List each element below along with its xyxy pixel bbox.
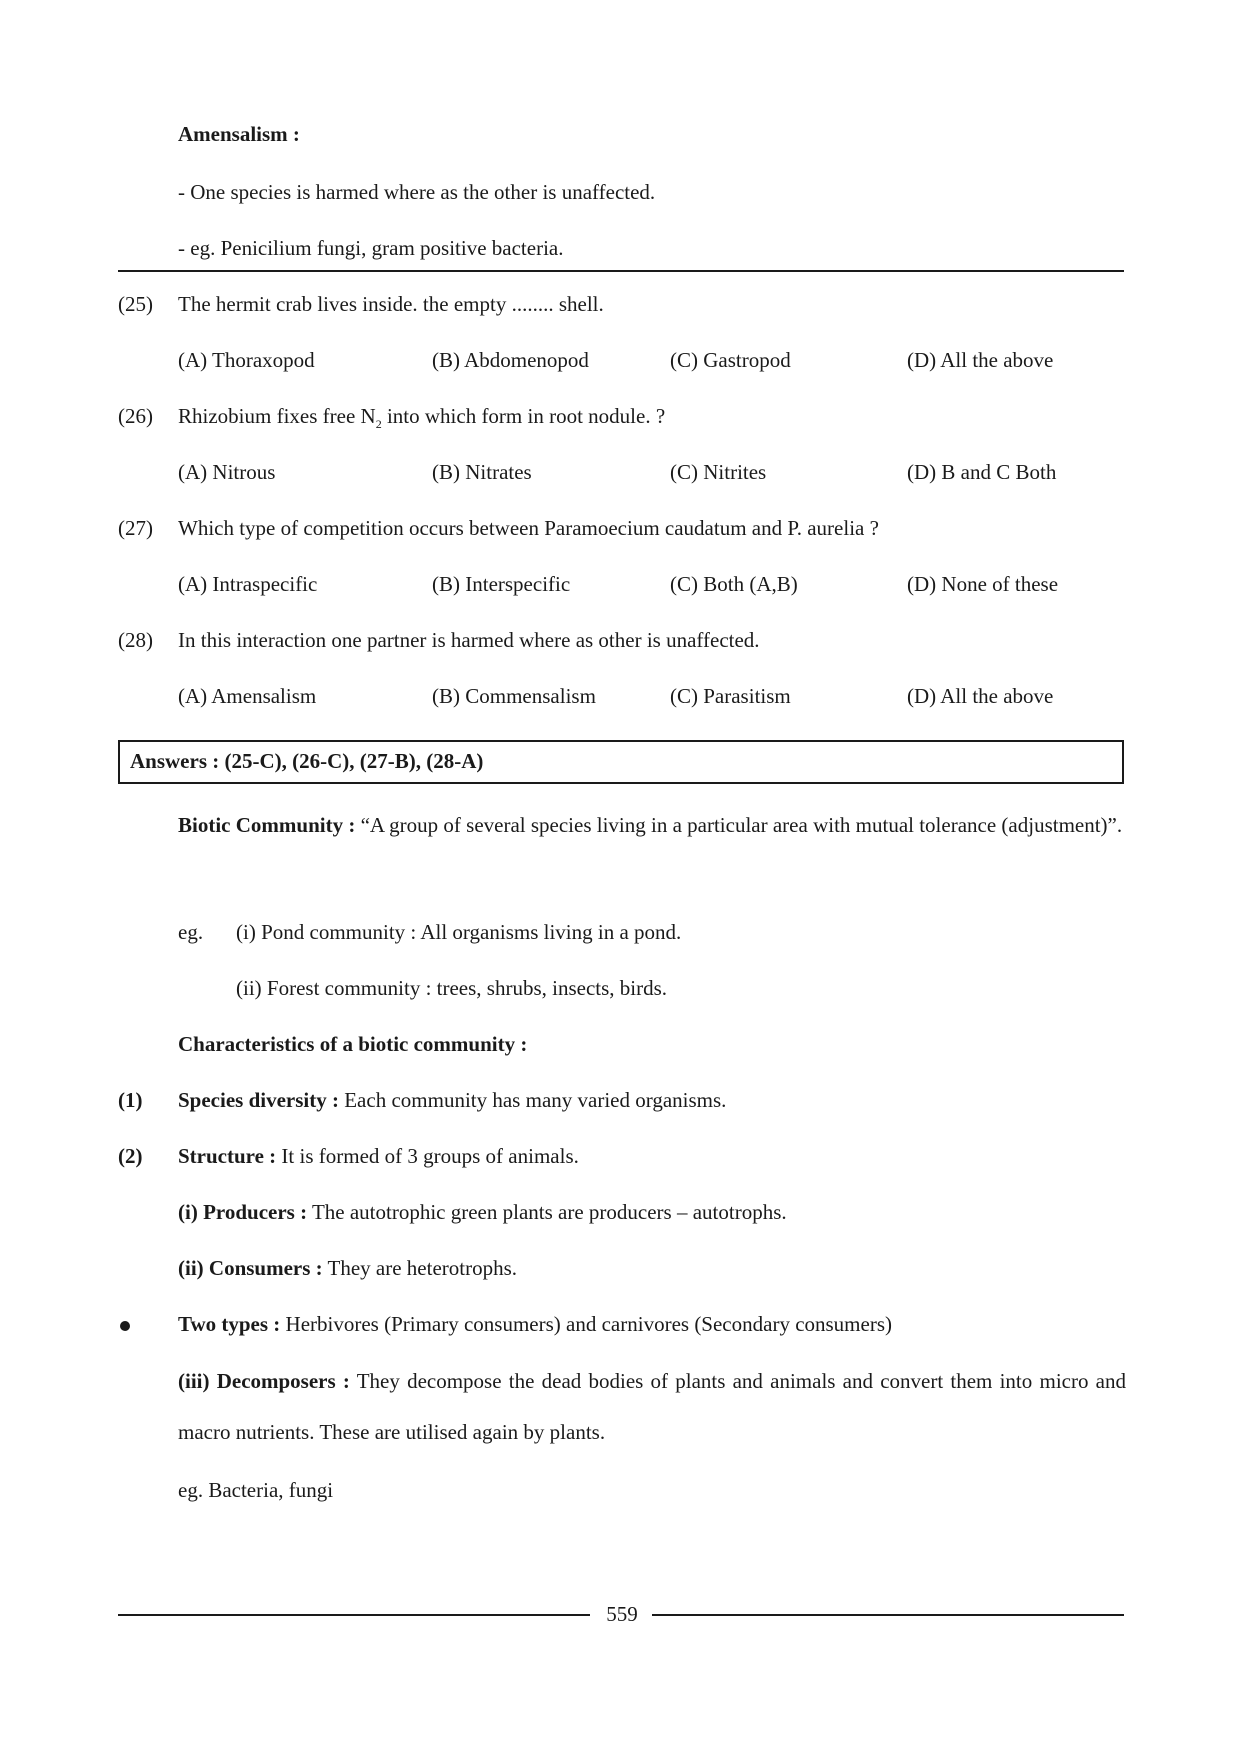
decomposers: (iii) Decomposers : They decompose the dead bodies of plants and animals and convert them into micro and macro nutrients. These are utilised again by plants.: [178, 1369, 1126, 1444]
option-b: (B) Abdomenopod: [432, 348, 589, 372]
option-b: (B) Interspecific: [432, 572, 571, 596]
option-c: (C) Gastropod: [670, 348, 791, 372]
consumer-types: Two types : Herbivores (Primary consumers) and carnivores (Secondary consumers): [178, 1312, 892, 1336]
question-text: In this interaction one partner is harmed where as other is unaffected.: [178, 628, 760, 652]
option-a: (A) Nitrous: [178, 460, 276, 484]
biotic-community-term: Biotic Community :: [178, 813, 356, 837]
footer-rule-right: [652, 1614, 1124, 1616]
question-number: (27): [118, 516, 153, 540]
option-c: (C) Parasitism: [670, 684, 791, 708]
subscript: 2: [375, 417, 382, 432]
question-text: Rhizobium fixes free $N_2$ into which form in root nodule. ?: [178, 404, 666, 432]
option-d: (D) All the above: [907, 348, 1054, 372]
question-text: The hermit crab lives inside. the empty ........ shell.: [178, 292, 604, 316]
item-number: (2): [118, 1144, 143, 1168]
option-d: (D) All the above: [907, 684, 1054, 708]
option-c: (C) Both (A,B): [670, 572, 798, 596]
option-a: (A) Thoraxopod: [178, 348, 315, 372]
option-a: (A) Amensalism: [178, 684, 317, 708]
option-d: (D) B and C Both: [907, 460, 1057, 484]
bullet-icon: [120, 1321, 130, 1331]
structure: Structure : It is formed of 3 groups of animals.: [178, 1144, 579, 1168]
answers-box: Answers : (25-C), (26-C), (27-B), (28-A): [118, 740, 1124, 784]
footer-rule-left: [118, 1614, 590, 1616]
option-c: (C) Nitrites: [670, 460, 767, 484]
question-number: (26): [118, 404, 153, 428]
example-pond: (i) Pond community : All organisms living in a pond.: [236, 920, 682, 944]
question-number: (25): [118, 292, 153, 316]
question-number: (28): [118, 628, 153, 652]
option-a: (A) Intraspecific: [178, 572, 318, 596]
section-divider: [118, 270, 1124, 272]
biotic-community-definition: Biotic Community : “A group of several species living in a particular area with mutual tolerance (adjustment)”.: [178, 813, 1123, 837]
decomposer-example: eg. Bacteria, fungi: [178, 1478, 334, 1502]
consumers: (ii) Consumers : They are heterotrophs.: [178, 1256, 518, 1280]
species-diversity: Species diversity : Each community has many varied organisms.: [178, 1088, 727, 1112]
amensalism-line-1: - One species is harmed where as the other is unaffected.: [178, 180, 656, 204]
page-number: 559: [606, 1602, 638, 1626]
option-b: (B) Nitrates: [432, 460, 532, 484]
option-b: (B) Commensalism: [432, 684, 596, 708]
example-forest: (ii) Forest community : trees, shrubs, insects, birds.: [236, 976, 668, 1000]
question-text: Which type of competition occurs between Paramoecium caudatum and P. aurelia ?: [178, 516, 879, 540]
example-label: eg.: [178, 920, 204, 944]
amensalism-line-2: - eg. Penicilium fungi, gram positive bacteria.: [178, 236, 564, 260]
item-number: (1): [118, 1088, 143, 1112]
characteristics-heading: Characteristics of a biotic community :: [178, 1032, 528, 1056]
amensalism-heading: Amensalism :: [178, 122, 300, 146]
producers: (i) Producers : The autotrophic green plants are producers – autotrophs.: [178, 1200, 787, 1224]
option-d: (D) None of these: [907, 572, 1059, 596]
